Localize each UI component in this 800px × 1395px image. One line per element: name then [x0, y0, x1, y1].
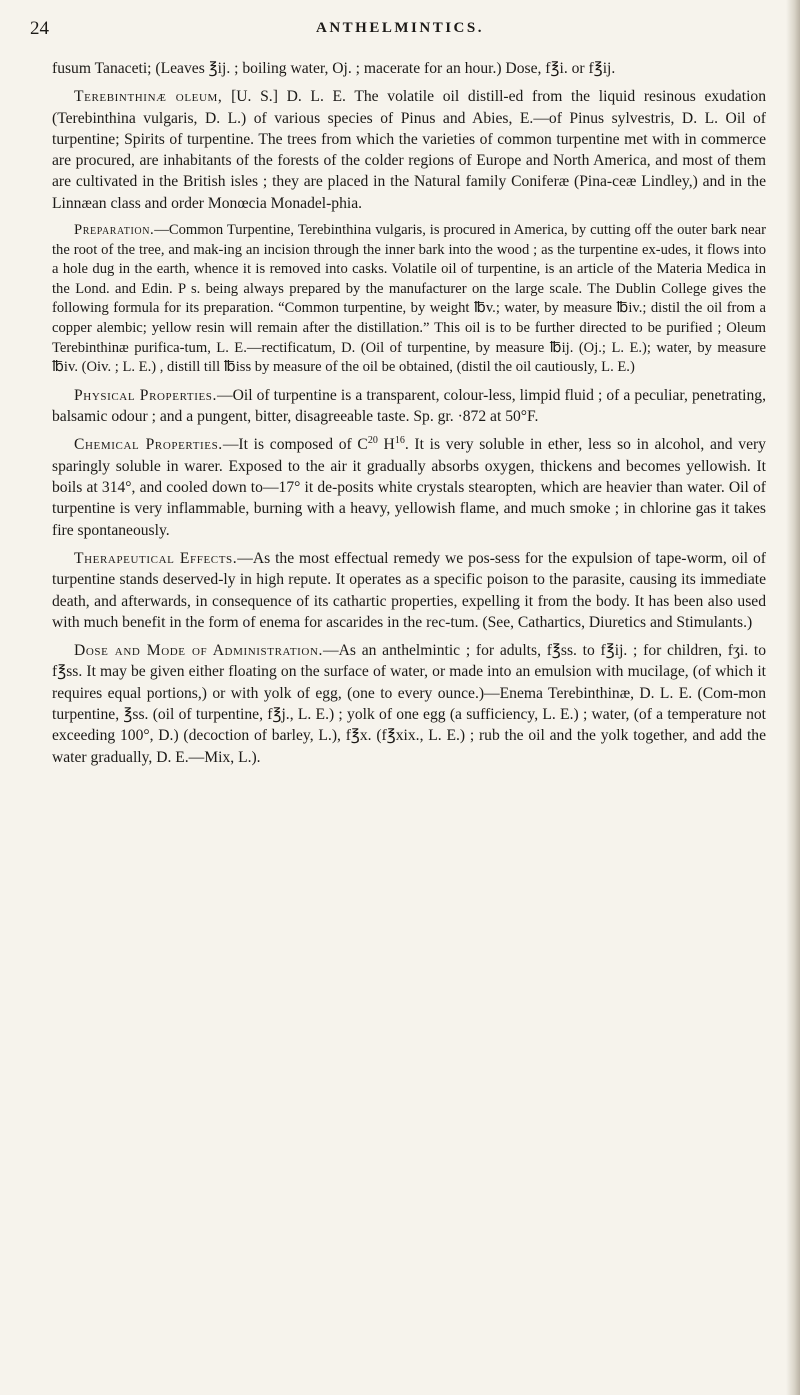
formula-subscript-carbon: 20: [367, 435, 378, 447]
entry-heading: Terebinthinæ oleum,: [74, 88, 223, 106]
paragraph-physical-properties: [52, 385, 766, 428]
section-heading-therapeutical: Therapeutical Effects.: [74, 549, 238, 567]
entry-text: [U. S.] D. L. E. The volatile oil distill-ed from the liquid resinous exudation (Terebinthina vulgaris, D. L.) of various species of Pinus and Abies, E.—of Pinus sylvestris, D. L. Oil of turpentine; Spirits of turpentine. The trees from which the varieties of common turpentine met with in commerce are procured, are inhabitants of the forests of the colder regions of Europe and North America, and most of them are cultivated in the British isles ; they are placed in the Natural family Coniferæ (Pina-ceæ Lindley,) and in the Linnæan class and order Monœcia Monadel-phia.: [52, 88, 766, 212]
paragraph-terebinthinae-oleum: [52, 86, 766, 214]
section-heading-physical: Physical Properties.: [74, 386, 217, 404]
section-text-chemical-a: —It is composed of C: [222, 436, 368, 454]
section-text-physical: —Oil of turpentine is a transparent, colour-less, limpid fluid ; of a peculiar, penetrating, balsamic odour ; and a pungent, bitter, disagreeable taste. Sp. gr. ·872 at 50°F.: [52, 386, 767, 426]
section-heading-chemical: Chemical Properties.: [74, 436, 223, 454]
section-text-chemical-c: . It is very soluble in ether, less so in alcohol, and very sparingly soluble in warer. Exposed to the air it gradually absorbs oxygen, thickens and becomes yellowish. It boils at 314°, and cooled down to—17° it de-posits white crystals stearopten, which are heavier than water. Oil of turpentine is very inflammable, burning with a heavy, yellowish flame, and much smoke ; in chlorine gas it takes fire spontaneously.: [52, 436, 766, 539]
section-text-dose: —As an anthelmintic ; for adults, f℥ss. to f℥ij. ; for children, fʒi. to f℥ss. It may be given either floating on the surface of water, or made into an emulsion with mucilage, (of which it requires equal portions,) or with yolk of egg, (one to every ounce.)—Enema Terebinthinæ, D. L. E. (Com-mon turpentine, ℥ss. (oil of turpentine, f℥j., L. E.) ; yolk of one egg (a sufficiency, L. E.) ; water, (of a temperature not exceeding 100°, D.) (decoction of barley, L.), f℥x. (f℥xix., L. E.) ; rub the oil and the yolk together, and add the water gradually, D. E.—Mix, L.).: [52, 642, 766, 766]
section-heading-preparation: Preparation.: [74, 222, 155, 239]
paragraph-chemical-properties: [52, 434, 766, 540]
page-edge-shadow: [786, 0, 800, 1395]
section-heading-dose: Dose and Mode of Administration.: [74, 642, 324, 660]
paragraph-tanaceti: fusum Tanaceti; (Leaves ℥ij. ; boiling water, Oj. ; macerate for an hour.) Dose, f℥i. or f℥ij.: [52, 60, 616, 77]
section-text-chemical-b: H: [377, 436, 395, 454]
page-header: [30, 18, 770, 48]
body-text: [52, 58, 766, 775]
formula-subscript-hydrogen: 16: [394, 435, 405, 447]
running-head: ANTHELMINTICS.: [316, 20, 484, 36]
paragraph-therapeutical-effects: [52, 548, 766, 633]
page-number: 24: [30, 18, 49, 39]
paragraph-preparation: [52, 221, 766, 378]
section-text-preparation: —Common Turpentine, Terebinthina vulgaris, is procured in America, by cutting off the outer bark near the root of the tree, and mak-ing an incision through the inner bark into the wood ; as the turpentine ex-udes, it flows into a hole dug in the earth, whence it is removed into casks. Volatile oil of turpentine, is an article of the Materia Medica in the Lond. and Edin. P s. being always prepared by the manufacturer on the large scale. The Dublin College gives the following formula for its preparation. “Common turpentine, by weight ℔v.; water, by measure ℔iv.; distil the oil from a copper alembic; yellow resin will remain after the distillation.” This oil is to be further directed to be purified ; Oleum Terebinthinæ purifica-tum, L. E.—rectificatum, D. (Oil of turpentine, by measure ℔ij. (Oj.; L. E.); water, by measure ℔iv. (Oiv. ; L. E.) , distill till ℔iss by measure of the oil be obtained, (distil the oil cautiously, L. E.): [52, 222, 766, 376]
paragraph-dose: [52, 640, 766, 768]
section-text-therapeutical: —As the most effectual remedy we pos-sess for the expulsion of tape-worm, oil of turpentine stands deserved-ly in high repute. It operates as a specific poison to the parasite, causing its immediate death, and afterwards, in consequence of its cathartic properties, expelling it from the body. It has been also used with much benefit in the form of enema for ascarides in the rec-tum. (See, Cathartics, Diuretics and Stimulants.): [52, 549, 766, 631]
